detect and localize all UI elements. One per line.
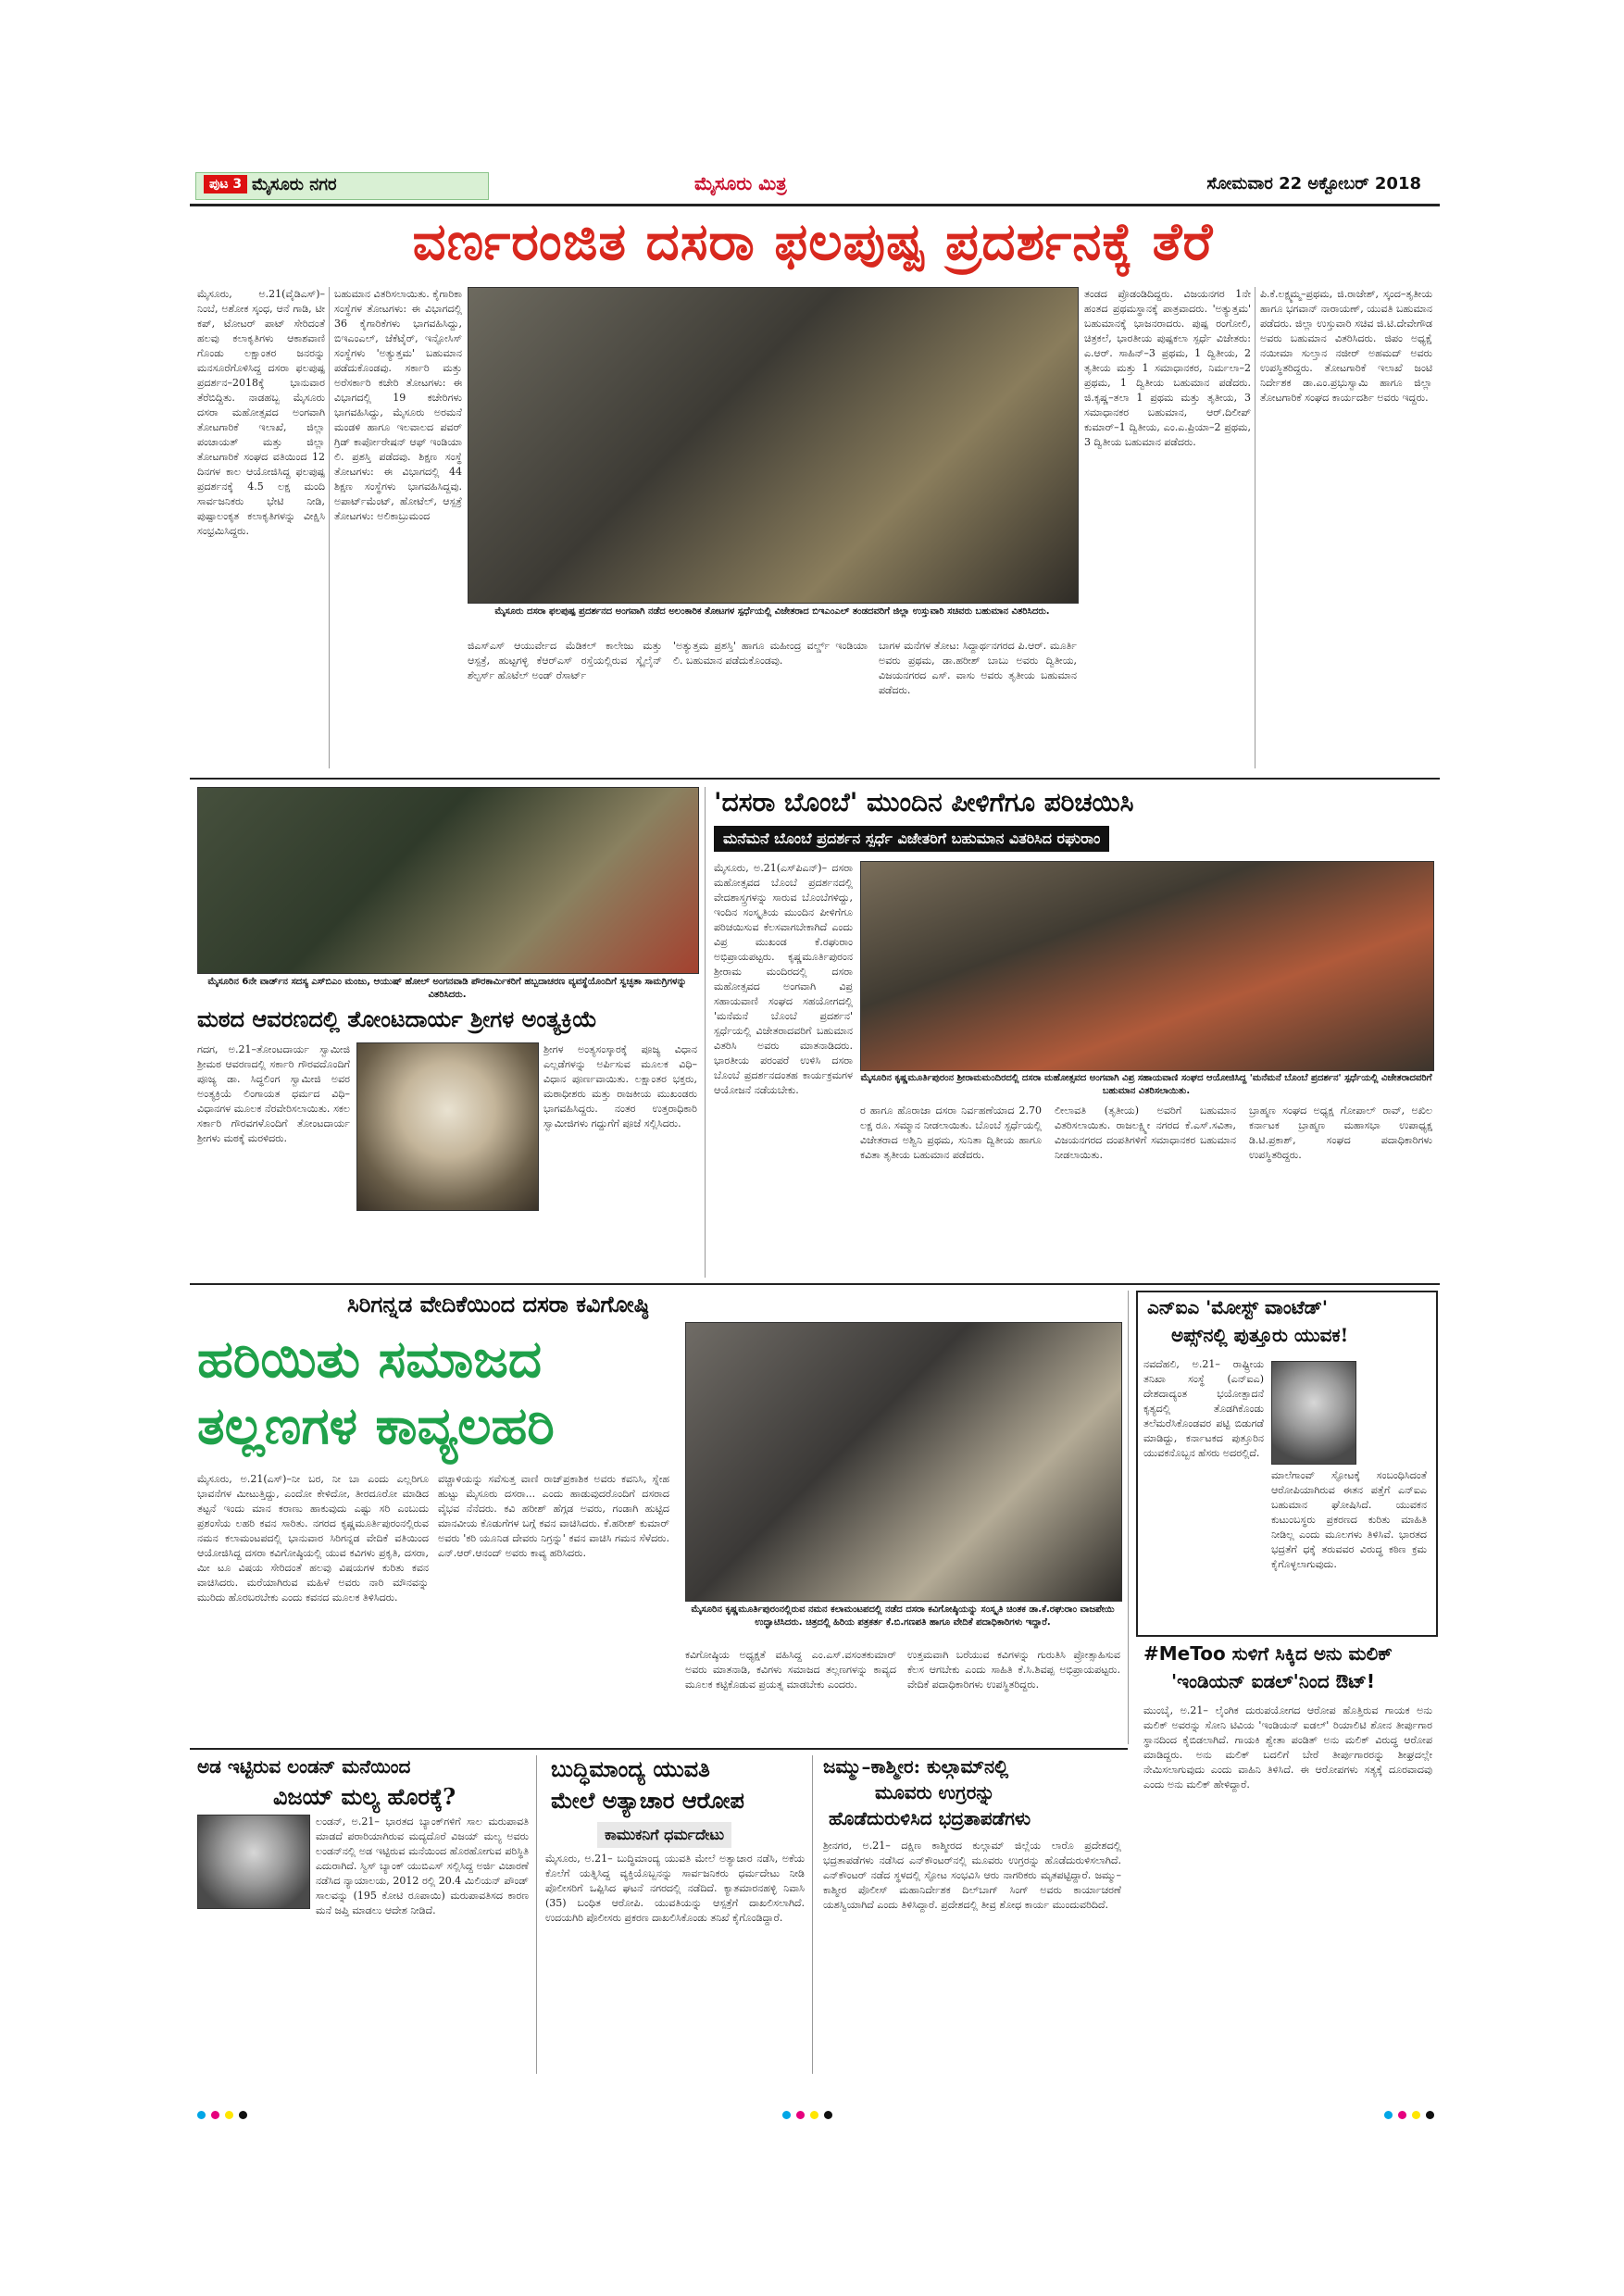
nia-col-2: ಮಾಲೆಗಾಂವ್ ಸ್ಫೋಟಕ್ಕೆ ಸಂಬಂಧಿಸಿದಂತೆ ಆರೋಪಿಯಾಗಿರುವ ಈತನ ಪತ್ತೆಗೆ ಎನ್‌ಐಎ ಬಹುಮಾನ ಘೋಷಿಸಿದೆ. ಯುವಕನ ಕುಟುಂಬಸ್ಥರು ಪ್ರಕರಣದ ಕುರಿತು ಮಾಹಿತಿ ನೀಡಿಲ್ಲ ಎಂದು ಮೂಲಗಳು ತಿಳಿಸಿವೆ. ಭಾರತದ ಭದ್ರತೆಗೆ ಧಕ್ಕೆ ತರುವವರ ವಿರುದ್ಧ ಕಠಿಣ ಕ್ರಮ ಕೈಗೊಳ್ಳಲಾಗುವುದು. bbox=[1271, 1469, 1427, 1570]
lead-under-col-1: ಜಿಎಸ್‌ಎಸ್ ಆಯುರ್ವೇದ ಮೆಡಿಕಲ್ ಕಾಲೇಜು ಮತ್ತು ಆಸ್ಪತ್ರೆ, ಹುಟ್ಟಗಳ್ಳಿ ಕೆಆರ್‌ಎಸ್ ರಸ್ತೆಯಲ್ಲಿರುವ ಸ್ಕೈಲೈನ್ ಶೆಲ್ಟರ್ಸ್ ಹೊಟೆಲ್ ಅಂಡ್ ರೆಸಾರ್ಟ್ bbox=[468, 640, 662, 681]
mallya-headline-line-1: ಅಡ ಇಟ್ಟಿರುವ ಲಂಡನ್ ಮನೆಯಿಂದ bbox=[197, 1755, 411, 1778]
cleaning-kit-caption: ಮೈಸೂರಿನ 6ನೇ ವಾರ್ಡ್‌ನ ಸದಸ್ಯ ಎಸ್‌ಬಿಎಂ ಮಂಜು, ಆಯುಷ್ ಹೋಲ್ ಅಂಗನವಾಡಿ ಪೌರಕಾರ್ಮಿಕರಿಗೆ ಹಬ್ಬದಾಚರಣ ವ್ಯವಸ್ಥೆಯೊಂದಿಗೆ ಸ್ವಚ್ಛತಾ ಸಾಮಗ್ರಿಗಳನ್ನು ವಿತರಿಸಿದರು. bbox=[207, 977, 687, 1000]
registration-dot bbox=[1398, 2111, 1406, 2119]
registration-dot bbox=[239, 2111, 247, 2119]
divider bbox=[536, 1755, 537, 2074]
divider bbox=[705, 787, 706, 1278]
divider bbox=[329, 287, 330, 768]
bombe-photo bbox=[860, 861, 1434, 1071]
registration-marks-right bbox=[1384, 2111, 1434, 2119]
kavi-headline bbox=[197, 1326, 679, 1459]
bombe-col-2: ರ ಹಾಗೂ ಹೊರಾಜಾ ದಸರಾ ನಿರ್ವಹಣೆಯಾದ 2.70 ಲಕ್ಷ ರೂ. ಸಮ್ಮಾನ ನೀಡಲಾಯಿತು. ಬೊಂಬೆ ಸ್ಪರ್ಧೆಯಲ್ಲಿ ವಿಜೇತರಾದ ಅಶ್ವಿನಿ ಪ್ರಥಮ, ಸುನಿತಾ ದ್ವಿತೀಯ ಹಾಗೂ ಕವಿತಾ ತೃತೀಯ ಬಹುಮಾನ ಪಡೆದರು. bbox=[860, 1104, 1042, 1161]
rape-headline-line-2: ಮೇಲೆ ಅತ್ಯಾಚಾರ ಆರೋಪ bbox=[551, 1787, 744, 1814]
page-number: ಪುಟ 3 bbox=[204, 175, 247, 193]
registration-dot bbox=[1426, 2111, 1434, 2119]
registration-dot bbox=[197, 2111, 206, 2119]
registration-dot bbox=[824, 2111, 832, 2119]
lead-photo bbox=[468, 287, 1079, 604]
lead-col-2: ಬಹುಮಾನ ವಿತರಿಸಲಾಯಿತು. ಕೈಗಾರಿಕಾ ಸಂಸ್ಥೆಗಳ ತೋಟಗಳು: ಈ ವಿಭಾಗದಲ್ಲಿ 36 ಕೈಗಾರಿಕೆಗಳು ಭಾಗವಹಿಸಿದ್ದು, ಬಿಇಎಂಎಲ್, ಜೆಕೆಟೈರ್, ಇನ್ಫೋಸಿಸ್ ಸಂಸ್ಥೆಗಳು 'ಅತ್ಯುತ್ತಮ' ಬಹುಮಾನ ಪಡೆದುಕೊಂಡವು. ಸರ್ಕಾರಿ ಮತ್ತು ಅರೆಸರ್ಕಾರಿ ಕಚೇರಿ ತೋಟಗಳು: ಈ ವಿಭಾಗದಲ್ಲಿ 19 ಕಚೇರಿಗಳು ಭಾಗವಹಿಸಿದ್ದು, ಮೈಸೂರು ಅರಮನೆ ಮಂಡಳಿ ಹಾಗೂ ಇಲವಾಲದ ಪವರ್ ಗ್ರಿಡ್ ಕಾರ್ಪೋರೇಷನ್ ಆಫ್ ಇಂಡಿಯಾ ಲಿ. ಪ್ರಶಸ್ತಿ ಪಡೆದವು. ಶಿಕ್ಷಣ ಸಂಸ್ಥೆ ತೋಟಗಳು: ಈ ವಿಭಾಗದಲ್ಲಿ 44 ಶಿಕ್ಷಣ ಸಂಸ್ಥೆಗಳು ಭಾಗವಹಿಸಿದ್ದವು. ಅಪಾರ್ಟ್‌ಮೆಂಟ್, ಹೋಟೆಲ್, ಆಸ್ಪತ್ರೆ ತೋಟಗಳು: ಅಲಿಕಾಬ್ರುಮಂದ bbox=[334, 288, 462, 522]
lead-under-col-3: ಬಾಗಳ ಮನೆಗಳ ತೋಟ: ಸಿದ್ದಾರ್ಥನಗರದ ಪಿ.ಆರ್. ಮೂರ್ತಿ ಅವರು ಪ್ರಥಮ, ಡಾ.ಹರೀಶ್ ಬಾಬು ಅವರು ದ್ವಿತೀಯ, ವಿಜಯನಗರದ ಎಸ್. ವಾಸು ಅವರು ತೃತೀಯ ಬಹುಮಾನ ಪಡೆದರು. bbox=[879, 640, 1077, 696]
registration-marks-left bbox=[197, 2111, 247, 2119]
bombe-photo-caption: ಮೈಸೂರಿನ ಕೃಷ್ಣಮೂರ್ತಿಪುರಂನ ಶ್ರೀರಾಮಮಂದಿರದಲ್ಲಿ ದಸರಾ ಮಹೋತ್ಸವದ ಅಂಗವಾಗಿ ವಿಪ್ರ ಸಹಾಯವಾಣಿ ಸಂಘದ ಆಯೋಜಿಸಿದ್ದ 'ಮನೆಮನೆ ಬೊಂಬೆ ಪ್ರದರ್ಶನ' ಸ್ಪರ್ಧೆಯಲ್ಲಿ ವಿಜೇತರಾದವರಿಗೆ ಬಹುಮಾನ ವಿತರಿಸಲಾಯಿತು. bbox=[860, 1073, 1432, 1096]
divider bbox=[812, 1755, 813, 2074]
registration-dot bbox=[810, 2111, 818, 2119]
lead-col-5: ಪಿ.ಕೆ.ಲಕ್ಷ್ಮಮ್ಮ–ಪ್ರಥಮ, ಜಿ.ರಾಜೇಶ್, ಸ್ಕಂದ–ತೃತೀಯ ಹಾಗೂ ಭಗವಾನ್ ನಾರಾಯಣ್, ಯುವತಿ ಬಹುಮಾನ ಪಡೆದರು. ಜಿಲ್ಲಾ ಉಸ್ತುವಾರಿ ಸಚಿವ ಜಿ.ಟಿ.ದೇವೇಗೌಡ ಅವರು ಬಹುಮಾನ ವಿತರಿಸಿದರು. ಜಿಪಂ ಅಧ್ಯಕ್ಷೆ ನಯೀಮಾ ಸುಲ್ತಾನ ನಜೀರ್ ಅಹಮದ್ ಅವರು ಉಪಸ್ಥಿತರಿದ್ದರು. ತೋಟಗಾರಿಕೆ ಇಲಾಖೆ ಜಂಟಿ ನಿರ್ದೇಶಕ ಡಾ.ಎಂ.ಪ್ರಭುಸ್ವಾಮಿ ಹಾಗೂ ಜಿಲ್ಲಾ ತೋಟಗಾರಿಕೆ ಸಂಘದ ಕಾರ್ಯದರ್ಶಿ ಅವರು ಇದ್ದರು. bbox=[1260, 288, 1432, 404]
metoo-headline-line-2: 'ಇಂಡಿಯನ್ ಐಡಲ್'ನಿಂದ ಔಟ್! bbox=[1171, 1670, 1376, 1692]
kavi-headline-line-1: ಹರಿಯಿತು ಸಮಾಜದ bbox=[197, 1329, 543, 1390]
suspect-photo bbox=[1271, 1361, 1356, 1465]
section-title: ಮೈಸೂರು ನಗರ bbox=[252, 175, 337, 194]
registration-dot bbox=[225, 2111, 233, 2119]
registration-dot bbox=[782, 2111, 791, 2119]
kavi-photo-caption: ಮೈಸೂರಿನ ಕೃಷ್ಣಮೂರ್ತಿಪುರಂನಲ್ಲಿರುವ ನಮನ ಕಲಾಮಂಟಪದಲ್ಲಿ ನಡೆದ ದಸರಾ ಕವಿಗೋಷ್ಠಿಯನ್ನು ಸಂಸ್ಕೃತಿ ಚಿಂತಕ ಡಾ.ಕೆ.ರಘುರಾಂ ವಾಜಪೇಯಿ ಉದ್ಘಾಟಿಸಿದರು. ಚಿತ್ರದಲ್ಲಿ ಹಿರಿಯ ಪತ್ರಕರ್ತ ಕೆ.ಬಿ.ಗಣಪತಿ ಹಾಗೂ ವೇದಿಕೆ ಪದಾಧಿಕಾರಿಗಳು ಇದ್ದಾರೆ. bbox=[691, 1604, 1115, 1628]
registration-marks-center bbox=[782, 2111, 832, 2119]
cleaning-kit-photo bbox=[197, 787, 699, 974]
registration-dot bbox=[211, 2111, 219, 2119]
matha-col-2: ಶ್ರೀಗಳ ಅಂತ್ಯಸಂಸ್ಕಾರಕ್ಕೆ ಪೂಜ್ಯ ವಿಧಾನ ಎಲ್ಲಡೆಗಳನ್ನು ಅರ್ಪಿಸುವ ಮೂಲಕ ವಿಧಿ–ವಿಧಾನ ಪೂರ್ಣವಾಯಿತು. ಲಕ್ಷಾಂತರ ಭಕ್ತರು, ಮಠಾಧೀಶರು ಮತ್ತು ರಾಜಕೀಯ ಮುಖಂಡರು ಭಾಗವಹಿಸಿದ್ದರು. ನಂತರ ಉತ್ತರಾಧಿಕಾರಿ ಸ್ವಾಮೀಜಿಗಳು ಗದ್ದುಗೆಗೆ ಪೂಜೆ ಸಲ್ಲಿಸಿದರು. bbox=[543, 1043, 697, 1129]
kavi-headline-line-2: ತಲ್ಲಣಗಳ ಕಾವ್ಯಲಹರಿ bbox=[197, 1395, 555, 1456]
kavi-col-1: ಮೈಸೂರು, ಅ.21(ಎಸ್‌)–ನೀ ಬರ, ನೀ ಬಾ ಎಂದು ಎಲ್ಲರಿಗೂ ಭಾವನೆಗಳ ಮೀಟುತ್ತಿದ್ದು, ಎಂದೋ ಕೇಳಿದೋ, ತೀರದೂರೋ ಮಾಡಿದ ತಟ್ಟನೆ ಇಂದು ಮಾನ ಕರಾಣು ಹಾಕುವುದು ಎಷ್ಟು ಸರಿ ಎಂಬುದು ಪ್ರಶಂಸೆಯ ಲಹರಿ ಕವನ ಸಾರಿತು. ನಗರದ ಕೃಷ್ಣಮೂರ್ತಿಪುರಂನಲ್ಲಿರುವ ನಮನ ಕಲಾಮಂಟಪದಲ್ಲಿ ಭಾನುವಾರ ಸಿರಿಗನ್ನಡ ವೇದಿಕೆ ವತಿಯಿಂದ ಆಯೋಜಿಸಿದ್ದ ದಸರಾ ಕವಿಗೋಷ್ಠಿಯಲ್ಲಿ ಯುವ ಕವಿಗಳು ಪ್ರಕೃತಿ, ದಸರಾ, ಮೀ ಟೂ ವಿಷಯ ಸೇರಿದಂತೆ ಹಲವು ವಿಷಯಗಳ ಕುರಿತು ಕವನ ವಾಚಿಸಿದರು. ಮರೆಯಾಗಿರುವ ಮಹಿಳೆ ಅವರು ನಾರಿ ಮೌನವನ್ನು ಮುರಿದು ಹೊರಬರಬೇಕು ಎಂದು ಕವನದ ಮೂಲಕ ತಿಳಿಸಿದರು. bbox=[197, 1473, 429, 1603]
registration-dot bbox=[1412, 2111, 1420, 2119]
matha-col-1: ಗದಗ, ಅ.21–ತೋಂಟದಾರ್ಯ ಸ್ವಾಮೀಜಿ ಶ್ರೀಮಠ ಆವರಣದಲ್ಲಿ ಸರ್ಕಾರಿ ಗೌರವದೊಂದಿಗೆ ಪೂಜ್ಯ ಡಾ. ಸಿದ್ಧಲಿಂಗ ಸ್ವಾಮೀಜಿ ಅವರ ಅಂತ್ಯಕ್ರಿಯೆ ಲಿಂಗಾಯತ ಧರ್ಮದ ವಿಧಿ–ವಿಧಾನಗಳ ಮೂಲಕ ನೆರವೇರಿಸಲಾಯಿತು. ಸಕಲ ಸರ್ಕಾರಿ ಗೌರವಗಳೊಂದಿಗೆ ತೋಂಟದಾರ್ಯ ಶ್ರೀಗಳು ಮಠಕ್ಕೆ ಮರಳಿದರು. bbox=[197, 1043, 350, 1144]
rape-subheadline: ಕಾಮುಕನಿಗೆ ಧರ್ಮದೇಟು bbox=[597, 1822, 731, 1848]
registration-dot bbox=[796, 2111, 805, 2119]
divider bbox=[190, 778, 1440, 780]
lead-col-4: ತಂಡದ ಪ್ರೊಡಂಡಿದಿದ್ದರು. ವಿಜಯನಗರ 1ನೇ ಹಂತದ ಪ್ರಥಮಸ್ಥಾನಕ್ಕೆ ಪಾತ್ರವಾದರು. 'ಅತ್ಯುತ್ತಮ' ಬಹುಮಾನಕ್ಕೆ ಭಾಜನರಾದರು. ಪುಷ್ಪ ರಂಗೋಲಿ, ಚಿತ್ರಕಲೆ, ಭಾರತೀಯ ಪುಷ್ಪಕಲಾ ಸ್ಪರ್ಧೆ ವಿಜೇತರು: ಎ.ಆರ್. ಸಾಹಿನ್–3 ಪ್ರಥಮ, 1 ದ್ವಿತೀಯ, 2 ತೃತೀಯ ಮತ್ತು 1 ಸಮಾಧಾನಕರ, ನಿರ್ಮಲಾ–2 ಪ್ರಥಮ, 1 ದ್ವಿತೀಯ ಬಹುಮಾನ ಪಡೆದರು. ಜಿ.ಕೃಷ್ಣ–ತಲಾ 1 ಪ್ರಥಮ ಮತ್ತು ತೃತೀಯ, 3 ಸಮಾಧಾನಕರ ಬಹುಮಾನ, ಆರ್.ದಿಲೀಪ್ ಕುಮಾರ್–1 ದ್ವಿತೀಯ, ಎಂ.ಎ.ಪ್ರಿಯಾ–2 ಪ್ರಥಮ, 3 ದ್ವಿತೀಯ ಬಹುಮಾನ ಪಡೆದರು. bbox=[1084, 288, 1251, 448]
rape-headline-line-1: ಬುದ್ಧಿಮಾಂದ್ಯ ಯುವತಿ bbox=[551, 1755, 710, 1782]
lead-col-1: ಮೈಸೂರು, ಅ.21(ವೈಡಿಎಸ್)– ನಿಂಬೆ, ಅಶೋಕ ಸ್ಕಂಧ, ಆನೆ ಗಾಡಿ, ಟೀ ಕಪ್, ಟೋಟರ್ ಪಾಟ್ ಸೇರಿದಂತೆ ಹಲವು ಕಲಾಕೃತಿಗಳು ಆಕಾಶವಾಣಿ ಗೊಂಡು ಲಕ್ಷಾಂತರ ಜನರನ್ನು ಮನಸೂರೆಗೊಳಿಸಿದ್ದ ದಸರಾ ಫಲಪುಷ್ಪ ಪ್ರದರ್ಶನ–2018ಕ್ಕೆ ಭಾನುವಾರ ತೆರೆಬಿದ್ದಿತು. ನಾಡಹಬ್ಬ ಮೈಸೂರು ದಸರಾ ಮಹೋತ್ಸವದ ಅಂಗವಾಗಿ ತೋಟಗಾರಿಕೆ ಇಲಾಖೆ, ಜಿಲ್ಲಾ ಪಂಚಾಯತ್ ಮತ್ತು ಜಿಲ್ಲಾ ತೋಟಗಾರಿಕೆ ಸಂಘದ ವತಿಯಿಂದ 12 ದಿನಗಳ ಕಾಲ ಆಯೋಜಿಸಿದ್ದ ಫಲಪುಷ್ಪ ಪ್ರದರ್ಶನಕ್ಕೆ 4.5 ಲಕ್ಷ ಮಂದಿ ಸಾರ್ವಜನಿಕರು ಭೇಟಿ ನೀಡಿ, ಪುಷ್ಪಾಲಂಕೃತ ಕಲಾಕೃತಿಗಳನ್ನು ವೀಕ್ಷಿಸಿ ಸಂಭ್ರಮಿಸಿದ್ದರು. bbox=[197, 288, 325, 537]
lead-under-col-2: 'ಅತ್ಯುತ್ತಮ ಪ್ರಶಸ್ತಿ' ಹಾಗೂ ಮಹೀಂದ್ರ ವರ್ಲ್ಡ್ ಇಂಡಿಯಾ ಲಿ. ಬಹುಮಾನ ಪಡೆದುಕೊಂಡವು. bbox=[673, 640, 868, 667]
kavi-col-3: ಕವಿಗೋಷ್ಠಿಯ ಅಧ್ಯಕ್ಷತೆ ವಹಿಸಿದ್ದ ಎಂ.ಎಸ್.ವಸಂತಕುಮಾರ್ ಅವರು ಮಾತನಾಡಿ, ಕವಿಗಳು ಸಮಾಜದ ತಲ್ಲಣಗಳನ್ನು ಕಾವ್ಯದ ಮೂಲಕ ಕಟ್ಟಿಕೊಡುವ ಪ್ರಯತ್ನ ಮಾಡಬೇಕು ಎಂದರು. bbox=[685, 1649, 896, 1691]
lead-headline: ವರ್ಣರಂಜಿತ ದಸರಾ ಫಲಪುಷ್ಪ ಪ್ರದರ್ಶನಕ್ಕೆ ತೆರೆ bbox=[412, 211, 1214, 272]
mallya-photo bbox=[197, 1815, 310, 1909]
kavi-banner: ಸಿರಿಗನ್ನಡ ವೇದಿಕೆಯಿಂದ ದಸರಾ ಕವಿಗೋಷ್ಠಿ bbox=[347, 1291, 649, 1317]
lead-photo-caption: ಮೈಸೂರು ದಸರಾ ಫಲಪುಷ್ಪ ಪ್ರದರ್ಶನದ ಅಂಗವಾಗಿ ನಡೆದ ಅಲಂಕಾರಿಕ ತೋಟಗಳ ಸ್ಪರ್ಧೆಯಲ್ಲಿ ವಿಜೇತರಾದ ಬಿಇಎಂಎಲ್ ತಂಡದವರಿಗೆ ಜಿಲ್ಲಾ ಉಸ್ತುವಾರಿ ಸಚಿವರು ಬಹುಮಾನ ವಿತರಿಸಿದರು. bbox=[494, 606, 1050, 617]
kavi-photo bbox=[685, 1322, 1122, 1602]
kashmir-col-1: ಶ್ರೀನಗರ, ಅ.21– ದಕ್ಷಿಣ ಕಾಶ್ಮೀರದ ಕುಲ್ಗಾಮ್ ಜಿಲ್ಲೆಯ ಲಾರೊ ಪ್ರದೇಶದಲ್ಲಿ ಭದ್ರತಾಪಡೆಗಳು ನಡೆಸಿದ ಎನ್‌ಕೌಂಟರ್‌ನಲ್ಲಿ ಮೂವರು ಉಗ್ರರನ್ನು ಹೊಡೆದುರುಳಿಸಲಾಗಿದೆ. ಎನ್‌ಕೌಂಟರ್ ನಡೆದ ಸ್ಥಳದಲ್ಲಿ ಸ್ಫೋಟ ಸಂಭವಿಸಿ ಆರು ನಾಗರಿಕರು ಮೃತಪಟ್ಟಿದ್ದಾರೆ. ಜಮ್ಮು–ಕಾಶ್ಮೀರ ಪೊಲೀಸ್ ಮಹಾನಿರ್ದೇಶಕ ದಿಲ್‌ಬಾಗ್ ಸಿಂಗ್ ಅವರು ಕಾರ್ಯಾಚರಣೆ ಯಶಸ್ವಿಯಾಗಿದೆ ಎಂದು ತಿಳಿಸಿದ್ದಾರೆ. ಪ್ರದೇಶದಲ್ಲಿ ತೀವ್ರ ಶೋಧ ಕಾರ್ಯ ಮುಂದುವರಿದಿದೆ. bbox=[823, 1840, 1121, 1911]
nia-headline-line-2: ಅಪ್ಸ್‌ನಲ್ಲಿ ಪುತ್ತೂರು ಯುವಕ! bbox=[1171, 1324, 1349, 1346]
paper-name: ಮೈಸೂರು ಮಿತ್ರ bbox=[694, 172, 787, 194]
kavi-col-4: ಉತ್ತಮವಾಗಿ ಬರೆಯುವ ಕವಿಗಳನ್ನು ಗುರುತಿಸಿ ಪ್ರೋತ್ಸಾಹಿಸುವ ಕೆಲಸ ಆಗಬೇಕು ಎಂದು ಸಾಹಿತಿ ಕೆ.ಸಿ.ಶಿವಪ್ಪ ಅಭಿಪ್ರಾಯಪಟ್ಟರು. ವೇದಿಕೆ ಪದಾಧಿಕಾರಿಗಳು ಉಪಸ್ಥಿತರಿದ್ದರು. bbox=[907, 1649, 1120, 1691]
matha-headline: ಮಠದ ಆವರಣದಲ್ಲಿ ತೋಂಟದಾರ್ಯ ಶ್ರೀಗಳ ಅಂತ್ಯಕ್ರಿಯೆ bbox=[197, 1005, 597, 1032]
nia-col-1: ನವದೆಹಲಿ, ಅ.21– ರಾಷ್ಟ್ರೀಯ ತನಿಖಾ ಸಂಸ್ಥೆ (ಎನ್‌ಐಎ) ದೇಶದಾದ್ಯಂತ ಭಯೋತ್ಪಾದನೆ ಕೃತ್ಯದಲ್ಲಿ ತೊಡಗಿಕೊಂಡು ತಲೆಮರೆಸಿಕೊಂಡವರ ಪಟ್ಟಿ ಬಿಡುಗಡೆ ಮಾಡಿದ್ದು, ಕರ್ನಾಟಕದ ಪುತ್ತೂರಿನ ಯುವಕನೊಬ್ಬನ ಹೆಸರು ಅದರಲ್ಲಿದೆ. bbox=[1143, 1358, 1264, 1459]
registration-dot bbox=[1384, 2111, 1393, 2119]
divider bbox=[190, 1283, 1440, 1285]
bombe-col-1: ಮೈಸೂರು, ಅ.21(ಎಸ್‌ಪಿಎನ್)– ದಸರಾ ಮಹೋತ್ಸವದ ಬೊಂಬೆ ಪ್ರದರ್ಶನದಲ್ಲಿ ವೇದಶಾಸ್ತ್ರಗಳನ್ನು ಸಾರುವ ಬೊಂಬೆಗಳಿದ್ದು, ಇಂದಿನ ಸಂಸ್ಕೃತಿಯ ಮುಂದಿನ ಪೀಳಿಗೆಗೂ ಪರಿಚಯಿಸುವ ಕೆಲಸವಾಗಬೇಕಾಗಿದೆ ಎಂದು ವಿಪ್ರ ಮುಖಂಡ ಕೆ.ರಘುರಾಂ ಅಭಿಪ್ರಾಯಪಟ್ಟರು. ಕೃಷ್ಣಮೂರ್ತಿಪುರಂನ ಶ್ರೀರಾಮ ಮಂದಿರದಲ್ಲಿ ದಸರಾ ಮಹೋತ್ಸವದ ಅಂಗವಾಗಿ ವಿಪ್ರ ಸಹಾಯವಾಣಿ ಸಂಘದ ಸಹಯೋಗದಲ್ಲಿ 'ಮನೆಮನೆ ಬೊಂಬೆ ಪ್ರದರ್ಶನ' ಸ್ಪರ್ಧೆಯಲ್ಲಿ ವಿಜೇತರಾದವರಿಗೆ ಬಹುಮಾನ ವಿತರಿಸಿ ಅವರು ಮಾತನಾಡಿದರು. ಭಾರತೀಯ ಪರಂಪರೆ ಉಳಿಸಿ ದಸರಾ ಬೊಂಬೆ ಪ್ರದರ್ಶನದಂತಹ ಕಾರ್ಯಕ್ರಮಗಳ ಆಯೋಜನೆ ನಡೆಯಬೇಕು. bbox=[714, 862, 853, 1096]
divider bbox=[190, 1748, 1128, 1750]
mallya-col-1: ಲಂಡನ್, ಅ.21– ಭಾರತದ ಬ್ಯಾಂಕ್‌ಗಳಿಗೆ ಸಾಲ ಮರುಪಾವತಿ ಮಾಡದೆ ಪರಾರಿಯಾಗಿರುವ ಮದ್ಯದೊರೆ ವಿಜಯ್ ಮಲ್ಯ ಅವರು ಲಂಡನ್‌ನಲ್ಲಿ ಅಡ ಇಟ್ಟಿರುವ ಮನೆಯಿಂದ ಹೊರಹೋಗುವ ಪರಿಸ್ಥಿತಿ ಎದುರಾಗಿದೆ. ಸ್ವಿಸ್ ಬ್ಯಾಂಕ್ ಯುಬಿಎಸ್ ಸಲ್ಲಿಸಿದ್ದ ಅರ್ಜಿ ವಿಚಾರಣೆ ನಡೆಸಿದ ನ್ಯಾಯಾಲಯ, 2012 ರಲ್ಲಿ 20.4 ಮಿಲಿಯನ್ ಪೌಂಡ್ ಸಾಲವನ್ನು (195 ಕೋಟಿ ರೂಪಾಯಿ) ಮರುಪಾವತಿಸದ ಕಾರಣ ಮನೆ ಜಪ್ತಿ ಮಾಡಲು ಆದೇಶ ನೀಡಿದೆ. bbox=[316, 1816, 529, 1916]
kashmir-headline-line-1: ಜಮ್ಮು–ಕಾಶ್ಮೀರ: ಕುಲ್ಗಾಮ್‌ನಲ್ಲಿ bbox=[823, 1755, 1009, 1778]
section-box bbox=[195, 172, 489, 200]
newspaper-page bbox=[190, 167, 1440, 2139]
kashmir-headline-line-2: ಮೂವರು ಉಗ್ರರನ್ನು bbox=[875, 1781, 995, 1803]
metoo-col-1: ಮುಂಬೈ, ಅ.21– ಲೈಂಗಿಕ ದುರುಪಯೋಗದ ಆರೋಪ ಹೊತ್ತಿರುವ ಗಾಯಕ ಅನು ಮಲಿಕ್ ಅವರನ್ನು ಸೋನಿ ಟಿವಿಯ 'ಇಂಡಿಯನ್ ಐಡಲ್' ರಿಯಾಲಿಟಿ ಶೋನ ತೀರ್ಪುಗಾರ ಸ್ಥಾನದಿಂದ ಕೈಬಿಡಲಾಗಿದೆ. ಗಾಯಕಿ ಶ್ವೇತಾ ಪಂಡಿತ್ ಅನು ಮಲಿಕ್ ವಿರುದ್ಧ ಆರೋಪ ಮಾಡಿದ್ದರು. ಅನು ಮಲಿಕ್ ಬದಲಿಗೆ ಬೇರೆ ತೀರ್ಪುಗಾರರನ್ನು ಶೀಘ್ರದಲ್ಲೇ ನೇಮಿಸಲಾಗುವುದು ಎಂದು ವಾಹಿನಿ ತಿಳಿಸಿದೆ. ಈ ಆರೋಪಗಳು ಸತ್ಯಕ್ಕೆ ದೂರವಾದವು ಎಂದು ಅನು ಮಲಿಕ್ ಹೇಳಿದ್ದಾರೆ. bbox=[1143, 1704, 1432, 1791]
issue-date: ಸೋಮವಾರ 22 ಅಕ್ಟೋಬರ್ 2018 bbox=[1206, 174, 1421, 193]
metoo-headline-line-1: #MeToo ಸುಳಿಗೆ ಸಿಕ್ಕಿದ ಅನು ಮಲಿಕ್ bbox=[1143, 1642, 1393, 1665]
bombe-col-4: ಬ್ರಾಹ್ಮಣ ಸಂಘದ ಅಧ್ಯಕ್ಷ ಗೋಪಾಲ್ ರಾವ್, ಅಖಿಲ ಕರ್ನಾಟಕ ಬ್ರಾಹ್ಮಣ ಮಹಾಸಭಾ ಉಪಾಧ್ಯಕ್ಷ ಡಿ.ಟಿ.ಪ್ರಕಾಶ್, ಸಂಘದ ಪದಾಧಿಕಾರಿಗಳು ಉಪಸ್ಥಿತರಿದ್ದರು. bbox=[1249, 1104, 1432, 1161]
bombe-subheadline: ಮನೆಮನೆ ಬೊಂಬೆ ಪ್ರದರ್ಶನ ಸ್ಪರ್ಧೆ ವಿಜೇತರಿಗೆ ಬಹುಮಾನ ವಿತರಿಸಿದ ರಘುರಾಂ bbox=[714, 826, 1109, 852]
kashmir-headline-line-3: ಹೊಡೆದುರುಳಿಸಿದ ಭದ್ರತಾಪಡೆಗಳು bbox=[829, 1807, 1031, 1829]
rape-col-1: ಮೈಸೂರು, ಅ.21– ಬುದ್ಧಿಮಾಂದ್ಯ ಯುವತಿ ಮೇಲೆ ಅತ್ಯಾಚಾರ ನಡೆಸಿ, ಅಕೆಯ ಕೊಲೆಗೆ ಯತ್ನಿಸಿದ್ದ ವ್ಯಕ್ತಿಯೊಬ್ಬನನ್ನು ಸಾರ್ವಜನಿಕರು ಧರ್ಮದೇಟು ನೀಡಿ ಪೊಲೀಸರಿಗೆ ಒಪ್ಪಿಸಿದ ಘಟನೆ ನಗರದಲ್ಲಿ ನಡೆದಿದೆ. ಕ್ಯಾತಮಾರನಹಳ್ಳಿ ನಿವಾಸಿ (35) ಬಂಧಿತ ಆರೋಪಿ. ಯುವತಿಯನ್ನು ಆಸ್ಪತ್ರೆಗೆ ದಾಖಲಿಸಲಾಗಿದೆ. ಉದಯಗಿರಿ ಪೊಲೀಸರು ಪ್ರಕರಣ ದಾಖಲಿಸಿಕೊಂಡು ತನಿಖೆ ಕೈಗೊಂಡಿದ್ದಾರೆ. bbox=[545, 1853, 805, 1924]
bombe-col-3: ಲೀಲಾವತಿ (ತೃತೀಯ) ಅವರಿಗೆ ಬಹುಮಾನ ವಿತರಿಸಲಾಯಿತು. ರಾಜಲಕ್ಷ್ಮೀ ನಗರದ ಕೆ.ಎಸ್.ಸವಿತಾ, ವಿಜಯನಗರದ ದಂಪತಿಗಳಿಗೆ ಸಮಾಧಾನಕರ ಬಹುಮಾನ ನೀಡಲಾಯಿತು. bbox=[1055, 1104, 1236, 1161]
kavi-col-2: ವಚ್ಚಾಳಿಯನ್ನು ಸವೆಸುತ್ತ ವಾಣಿ ರಾಜ್‌ಪ್ರಕಾಶಿಕ ಅವರು ಕವನಿಸಿ, ಸ್ನೇಹ ಹುಟ್ಟು ಮೈಸೂರು ದಸರಾ... ಎಂದು ಹಾಡುವುದರೊಂದಿಗೆ ದಸರಾದ ವೈಭವ ನೆನೆದರು. ಕವಿ ಹರೀಶ್ ಹೆಗ್ಗಡ ಅವರು, ಗಂಡಾಗಿ ಹುಟ್ಟಿದ ಮಾನವೀಯ ಕೊಡುಗೆಗಳ ಬಗ್ಗೆ ಕವನ ವಾಚಿಸಿದರು. ಕೆ.ಹರೀಶ್ ಕುಮಾರ್ ಅವರು 'ಕರಿ ಯೂನಿಡ ದೇವರು ನಿಗ್ರನ್ನು' ಕವನ ವಾಚಿಸಿ ಗಮನ ಸೆಳೆದರು. ಎನ್.ಆರ್.ಆನಂದ್ ಅವರು ಕಾವ್ಯ ಹರಿಸಿದರು. bbox=[438, 1473, 669, 1559]
bombe-headline: 'ದಸರಾ ಬೊಂಬೆ' ಮುಂದಿನ ಪೀಳಿಗೆಗೂ ಪರಿಚಯಿಸಿ bbox=[714, 787, 1134, 817]
divider bbox=[1128, 1291, 1129, 1744]
nia-headline-line-1: ಎನ್‌ಐಎ 'ಮೋಸ್ಟ್ ವಾಂಟೆಡ್' bbox=[1147, 1296, 1328, 1318]
masthead bbox=[190, 167, 1440, 206]
swamiji-photo bbox=[356, 1042, 539, 1211]
mallya-headline-line-2: ವಿಜಯ್ ಮಲ್ಯ ಹೊರಕ್ಕೆ? bbox=[273, 1783, 456, 1810]
